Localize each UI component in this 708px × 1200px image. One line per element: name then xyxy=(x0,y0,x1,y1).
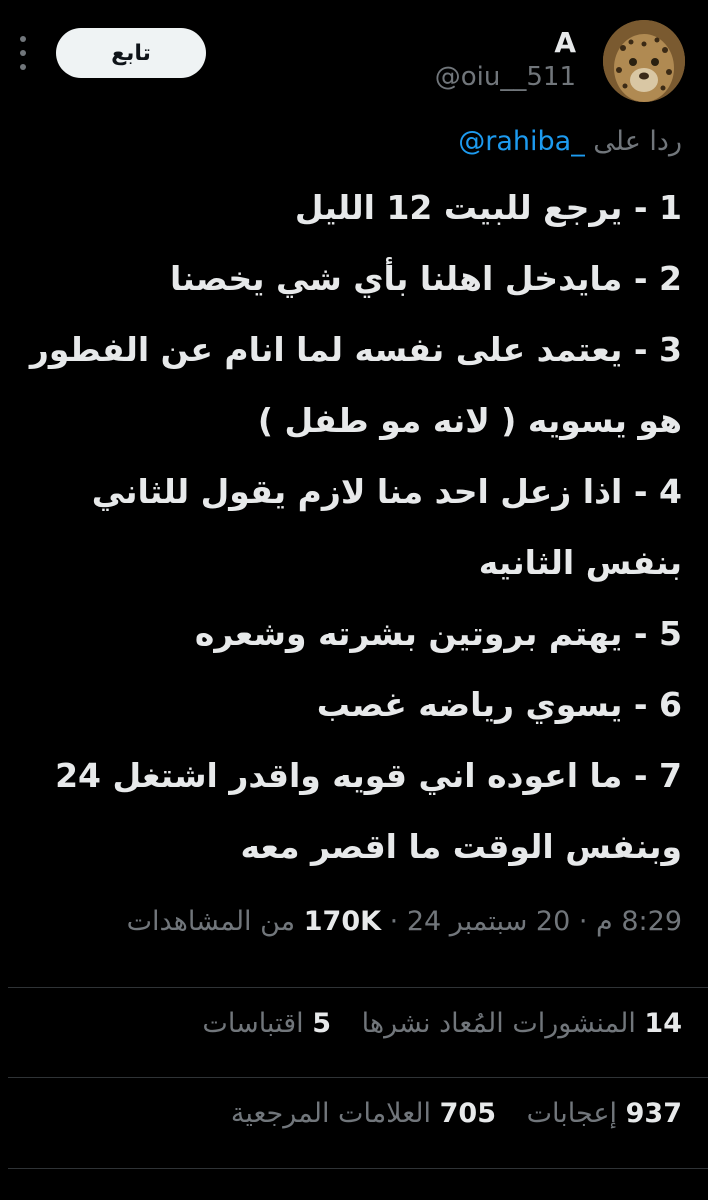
quotes-label: اقتباسات xyxy=(202,1008,304,1039)
bookmarks-label: العلامات المرجعية xyxy=(230,1098,432,1129)
tweet-line: 4 - اذا زعل احد منا لازم يقول للثاني بنفس الثانيه xyxy=(91,472,682,582)
follow-button[interactable]: تابع xyxy=(56,28,206,78)
views-count: 170K xyxy=(303,906,382,937)
quotes-stat[interactable] xyxy=(202,1008,331,1039)
reply-prefix: ردا على xyxy=(593,126,682,157)
bookmarks-count: 705 xyxy=(439,1098,496,1129)
display-name[interactable]: A xyxy=(554,26,576,59)
tweet-date[interactable]: 20 سبتمبر 24 xyxy=(406,906,571,937)
divider xyxy=(8,1168,708,1169)
more-options-icon[interactable] xyxy=(18,36,28,70)
reposts-count: 14 xyxy=(644,1008,682,1039)
tweet-header xyxy=(0,0,708,120)
leopard-avatar-image xyxy=(603,20,685,102)
separator-dot: · xyxy=(381,906,399,937)
tweet-line: 3 - يعتمد على نفسه لما انام عن الفطور هو يسويه ( لانه مو طفل ) xyxy=(29,330,682,440)
tweet-text xyxy=(22,172,682,882)
separator-dot: · xyxy=(570,906,588,937)
divider xyxy=(8,987,708,988)
likes-count: 937 xyxy=(625,1098,682,1129)
tweet-line: 5 - يهتم بروتين بشرته وشعره xyxy=(194,614,682,653)
user-handle[interactable]: @oiu__511 xyxy=(434,62,576,92)
reposts-stat[interactable] xyxy=(353,1008,682,1039)
tweet-line: 2 - مايدخل اهلنا بأي شي يخصنا xyxy=(169,259,682,298)
tweet-meta xyxy=(127,906,682,937)
divider xyxy=(8,1077,708,1078)
reply-to-line xyxy=(458,126,682,157)
tweet-time[interactable]: 8:29 م xyxy=(596,906,682,937)
likes-stat[interactable] xyxy=(518,1098,682,1129)
views-label: من المشاهدات xyxy=(126,906,296,937)
avatar[interactable] xyxy=(603,20,685,102)
tweet-line: 1 - يرجع للبيت 12 الليل xyxy=(294,188,682,227)
tweet-line: 7 - ما اعوده اني قويه واقدر اشتغل 24 وبنفس الوقت ما اقصر معه xyxy=(55,756,682,866)
likes-label: إعجابات xyxy=(526,1098,618,1129)
engagement-stats-row xyxy=(209,1098,682,1129)
quotes-count: 5 xyxy=(312,1008,332,1039)
reply-mention-link[interactable]: @rahiba_ xyxy=(458,126,585,157)
reposts-label: المنشورات المُعاد نشرها xyxy=(361,1008,636,1039)
tweet-line: 6 - يسوي رياضه غصب xyxy=(316,685,682,724)
bookmarks-stat[interactable] xyxy=(231,1098,496,1129)
repost-stats-row xyxy=(180,1008,682,1039)
